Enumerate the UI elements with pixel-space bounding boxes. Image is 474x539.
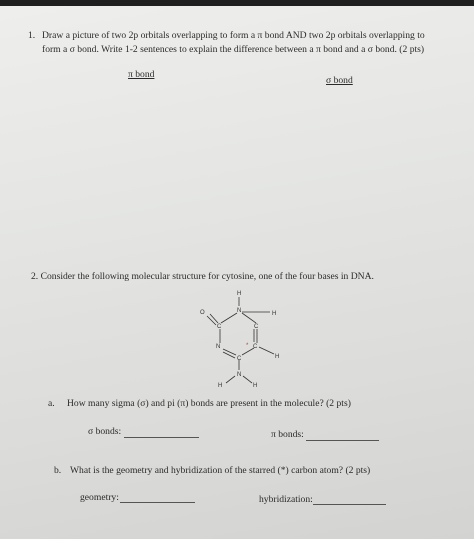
bond-n-c-lower-2 [223, 352, 235, 358]
geometry-label: geometry: [80, 492, 119, 503]
worksheet-page [0, 6, 474, 539]
atom-h-amine-left: H [218, 383, 223, 389]
pi-bonds-label: π bonds: [271, 429, 304, 440]
bond-n-c-left [221, 313, 237, 323]
atom-n-left: N [216, 344, 221, 350]
atom-o: O [200, 310, 205, 316]
atom-h-amine-right: H [253, 383, 258, 389]
hybridization-answer-blank[interactable] [313, 504, 386, 505]
cytosine-structure [190, 286, 295, 396]
sigma-bonds-answer-blank[interactable] [124, 437, 199, 438]
atom-c-bottom: C [237, 356, 242, 362]
question-1-text-line-1: Draw a picture of two 2p orbitals overlapping to form a π bond AND two 2p orbitals overlapping to [42, 30, 425, 41]
atom-h-right: H [272, 311, 277, 317]
bond-c-o-1 [210, 314, 218, 323]
atom-c-left: C [217, 324, 222, 330]
sigma-bonds-label: σ bonds: [88, 426, 122, 437]
part-a-text: How many sigma (σ) and pi (π) bonds are present in the molecule? (2 pts) [67, 398, 351, 409]
pi-bond-label: π bond [128, 69, 155, 80]
question-1-number: 1. [28, 30, 36, 41]
bond-n-c-lower-1 [223, 349, 236, 355]
starred-carbon-marker: * [246, 343, 249, 349]
part-b-letter: b. [54, 465, 62, 476]
geometry-answer-blank[interactable] [120, 502, 195, 503]
hybridization-label: hybridization: [259, 494, 313, 505]
question-2-text: 2. Consider the following molecular structure for cytosine, one of the four bases in DNA. [31, 271, 374, 282]
atom-n-top: N [237, 308, 242, 314]
atom-h-top: H [237, 291, 242, 297]
atom-c-right: C [254, 324, 259, 330]
bond-n-h-right [243, 376, 252, 383]
bond-n-h-left [226, 376, 235, 383]
bond-c-o-2 [207, 316, 216, 325]
question-1-text-line-2: form a σ bond. Write 1-2 sentences to explain the difference between a π bond and a σ bond. (2 pts) [42, 44, 425, 55]
part-a-letter: a. [48, 398, 55, 409]
bond-n-c-right [242, 313, 256, 323]
bond-c-h [259, 347, 274, 354]
atom-n-amine: N [237, 372, 242, 378]
sigma-bond-label: σ bond [326, 75, 353, 86]
atom-c-lower-right: C [253, 344, 258, 350]
part-b-text: What is the geometry and hybridization of the starred (*) carbon atom? (2 pts) [70, 465, 371, 476]
atom-h-lower-right: H [275, 354, 280, 360]
pi-bonds-answer-blank[interactable] [306, 440, 379, 441]
